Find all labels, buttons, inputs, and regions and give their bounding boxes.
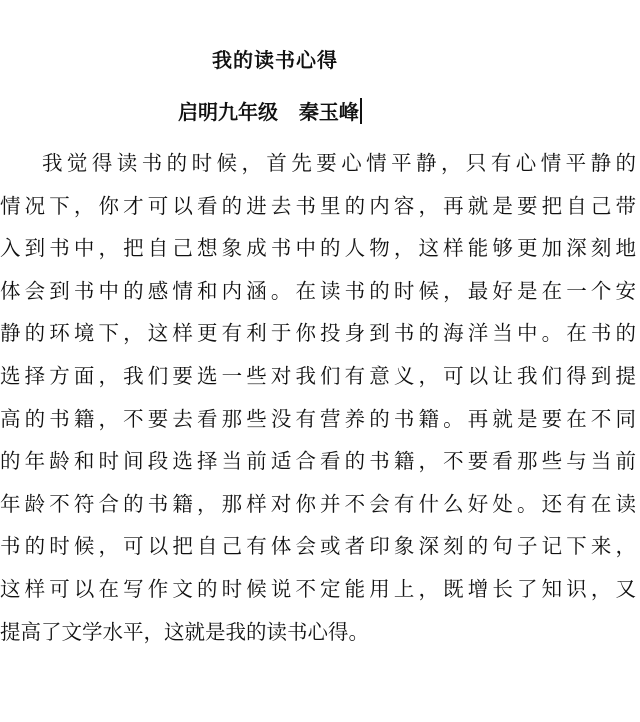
author-byline <box>178 96 362 125</box>
text-line: 这样可以在写作文的时候说不定能用上，既增长了知识，又 <box>0 576 636 601</box>
text-line: 体会到书中的感情和内涵。在读书的时候，最好是在一个安 <box>0 278 636 303</box>
text-line: 高的书籍，不要去看那些没有营养的书籍。再就是要在不同 <box>0 406 636 431</box>
text-cursor <box>360 98 362 124</box>
text-line: 的年龄和时间段选择当前适合看的书籍，不要看那些与当前 <box>0 449 636 474</box>
text-line: 年龄不符合的书籍，那样对你并不会有什么好处。还有在读 <box>0 491 636 516</box>
byline-text: 启明九年级 秦玉峰 <box>178 100 359 124</box>
text-line: 静的环境下，这样更有利于你投身到书的海洋当中。在书的 <box>0 321 636 346</box>
essay-body <box>0 142 640 653</box>
text-line: 选择方面，我们要选一些对我们有意义，可以让我们得到提 <box>0 363 636 388</box>
text-line: 入到书中，把自己想象成书中的人物，这样能够更加深刻地 <box>0 236 636 261</box>
text-line: 情况下，你才可以看的进去书里的内容，再就是要把自己带 <box>0 193 636 218</box>
document-title: 我的读书心得 <box>212 48 338 72</box>
text-line: 我觉得读书的时候，首先要心情平静，只有心情平静的 <box>42 151 636 175</box>
text-line: 书的时候，可以把自己有体会或者印象深刻的句子记下来， <box>0 534 636 559</box>
text-line: 提高了文学水平，这就是我的读书心得。 <box>0 619 369 644</box>
